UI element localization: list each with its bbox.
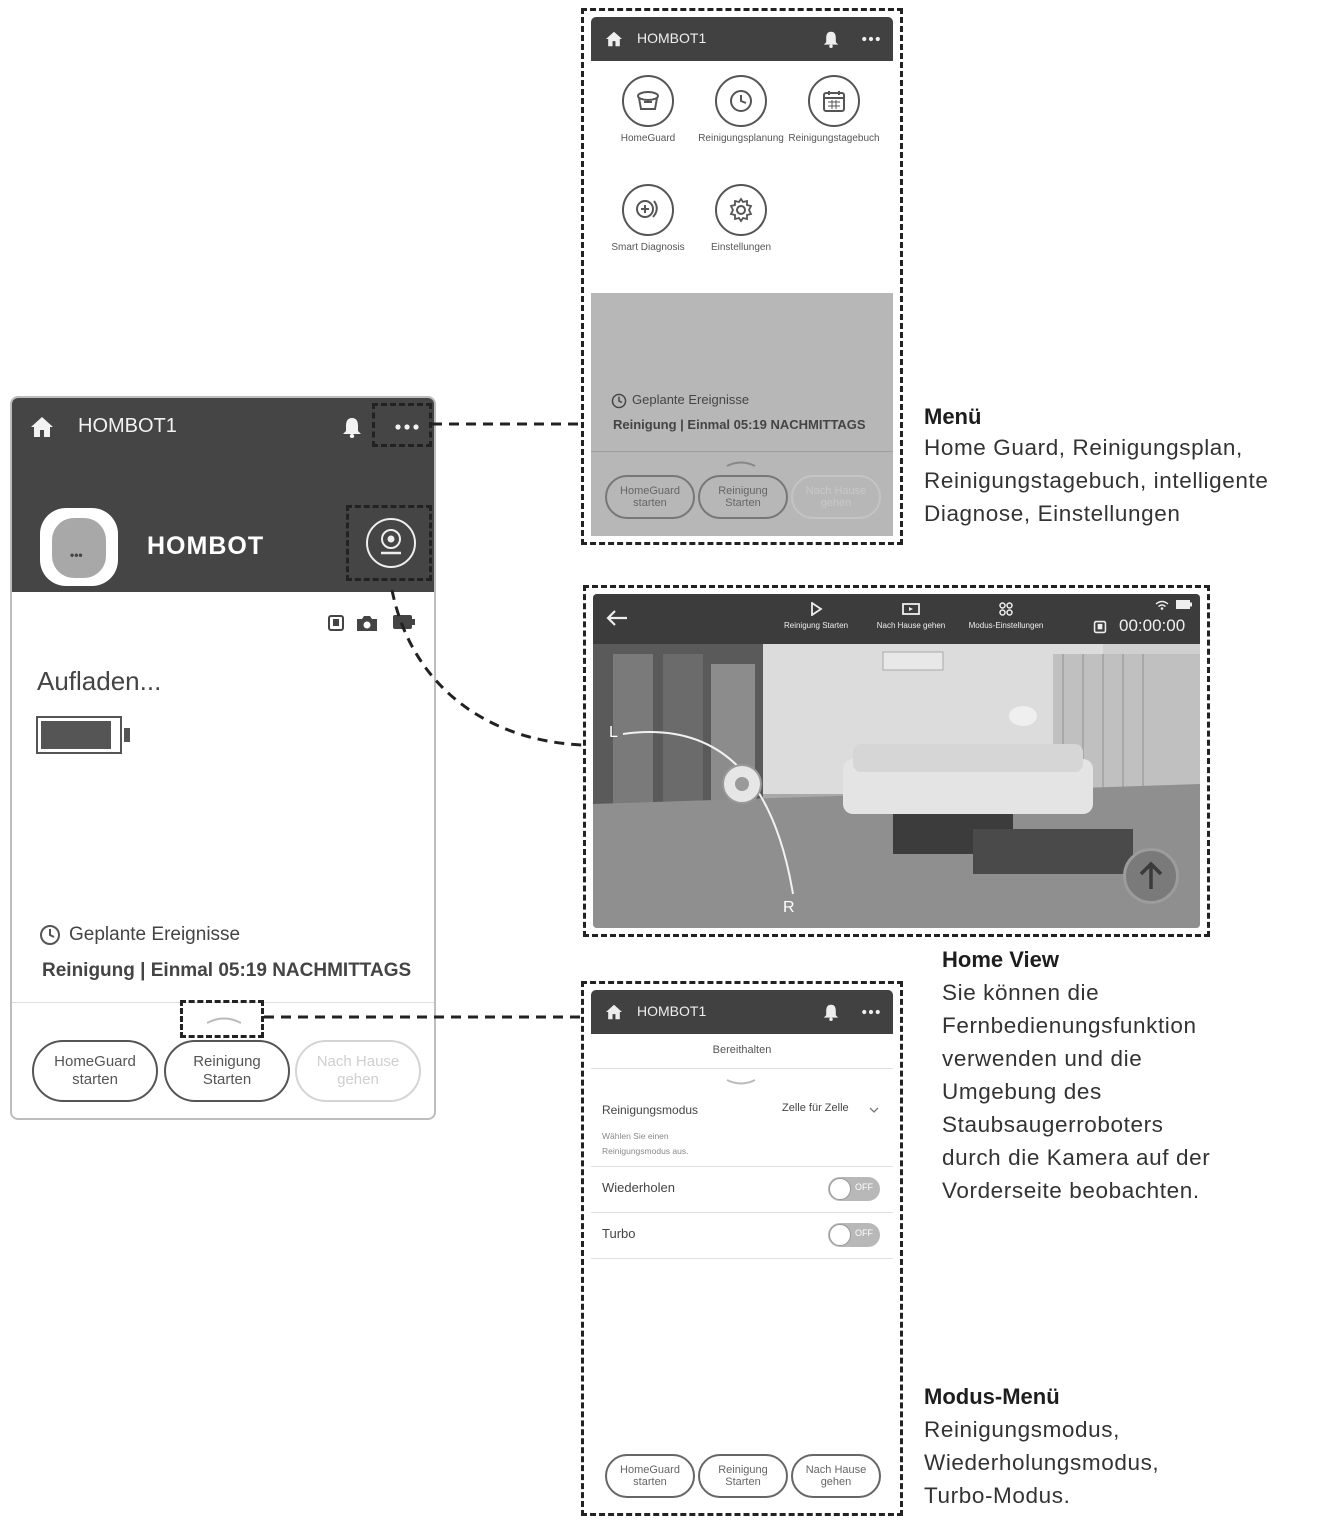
chevron-down-icon[interactable] — [725, 1078, 757, 1088]
menu-screen — [591, 17, 893, 536]
homeguard-start-button[interactable]: HomeGuard starten — [605, 1454, 695, 1498]
dimmed-overlay — [591, 293, 893, 536]
go-home-button: Nach Hause gehen — [791, 475, 881, 519]
charging-status: Aufladen... — [37, 666, 162, 696]
more-icon[interactable] — [861, 36, 881, 42]
go-home-button[interactable]: Nach Hause gehen — [295, 1040, 421, 1102]
mode-screen — [591, 990, 893, 1506]
toolbar-mode-settings[interactable]: Modus-Einstellungen — [958, 602, 1054, 630]
mode-header — [591, 990, 893, 1034]
gear-icon — [728, 197, 754, 223]
robot-name: HOMBOT — [147, 532, 265, 560]
homeguard-start-button[interactable]: HomeGuard starten — [32, 1040, 158, 1102]
homeguard-start-button: HomeGuard starten — [605, 475, 695, 519]
cleaning-start-button: Reinigung Starten — [698, 475, 788, 519]
home-icon[interactable] — [605, 31, 623, 47]
cleaning-start-button[interactable]: Reinigung Starten — [164, 1040, 290, 1102]
cleaning-mode-hint: Wählen Sie einen Reinigungsmodus aus. — [602, 1131, 689, 1156]
turbo-label: Turbo — [602, 1226, 636, 1241]
forward-button[interactable] — [1123, 848, 1179, 904]
menu-caption-title: Menü — [924, 404, 982, 429]
calendar-icon — [822, 89, 846, 113]
go-home-button[interactable]: Nach Hause gehen — [791, 1454, 881, 1498]
chevron-down-icon — [869, 1107, 879, 1113]
cleaning-mode-label: Reinigungsmodus — [602, 1103, 699, 1117]
clock-icon — [611, 393, 627, 409]
chevron-up-icon — [725, 458, 757, 468]
home-view-caption-title: Home View — [942, 947, 1059, 972]
clock-icon — [728, 88, 754, 114]
scheduled-event: Reinigung | Einmal 05:19 NACHMITTAGS — [42, 960, 412, 981]
turbo-row — [591, 1212, 893, 1259]
cleaning-mode-row[interactable] — [591, 1094, 893, 1167]
menu-item-cleaning-plan[interactable]: Reinigungsplanung — [693, 75, 789, 145]
repeat-label: Wiederholen — [602, 1180, 675, 1195]
arrow-up-icon — [1138, 861, 1164, 891]
home-icon[interactable] — [605, 1004, 623, 1020]
menu-item-smart-diagnosis[interactable]: Smart Diagnosis — [600, 184, 696, 254]
device-name: HOMBOT1 — [637, 1003, 707, 1019]
menu-caption-text: Home Guard, Reinigungsplan, Reinigungstagebuch, intelligente Diagnose, Einstellungen — [924, 435, 1269, 526]
menu-item-settings[interactable]: Einstellungen — [693, 184, 789, 254]
recording-timer: 00:00:00 — [1119, 616, 1186, 635]
turbo-toggle[interactable]: OFF — [828, 1223, 880, 1247]
robot-avatar: ••• — [40, 508, 118, 586]
scheduled-events-label: Geplante Ereignisse — [69, 924, 241, 945]
home-view-caption-text: Sie können die Fernbedienungsfunktion verwenden und die Umgebung des Staubsaugerroboters durch die Kamera auf der Vorderseite beobachten. — [942, 980, 1211, 1203]
joystick[interactable] — [593, 594, 1200, 928]
scheduled-events-label: Geplante Ereignisse — [632, 392, 750, 407]
joystick-left-label: L — [609, 724, 618, 741]
device-name: HOMBOT1 — [78, 415, 177, 437]
mode-caption-text: Reinigungsmodus, Wiederholungsmodus, Turbo-Modus. — [924, 1417, 1160, 1508]
toolbar-start-cleaning[interactable]: Reinigung Starten — [773, 602, 859, 630]
menu-item-homeguard[interactable]: HomeGuard — [600, 75, 696, 145]
cleaning-mode-value[interactable]: Zelle für Zelle — [782, 1102, 849, 1114]
bell-icon[interactable] — [823, 1003, 839, 1021]
menu-item-cleaning-diary[interactable]: Reinigungstagebuch — [786, 75, 882, 145]
mode-caption-title: Modus-Menü — [924, 1384, 1060, 1409]
bell-icon[interactable] — [823, 30, 839, 48]
homeguard-icon — [635, 89, 661, 113]
menu-header — [591, 17, 893, 61]
scheduled-event: Reinigung | Einmal 05:19 NACHMITTAGS — [613, 417, 866, 432]
cleaning-start-button[interactable]: Reinigung Starten — [698, 1454, 788, 1498]
repeat-row — [591, 1166, 893, 1213]
device-name: HOMBOT1 — [637, 30, 707, 46]
joystick-right-label: R — [783, 899, 795, 916]
home-view-screen — [593, 594, 1200, 928]
robot-status: Bereithalten — [712, 1044, 772, 1056]
toolbar-go-home[interactable]: Nach Hause gehen — [868, 602, 954, 630]
more-icon[interactable] — [861, 1009, 881, 1015]
diagnosis-icon — [634, 197, 662, 223]
repeat-toggle[interactable]: OFF — [828, 1177, 880, 1201]
